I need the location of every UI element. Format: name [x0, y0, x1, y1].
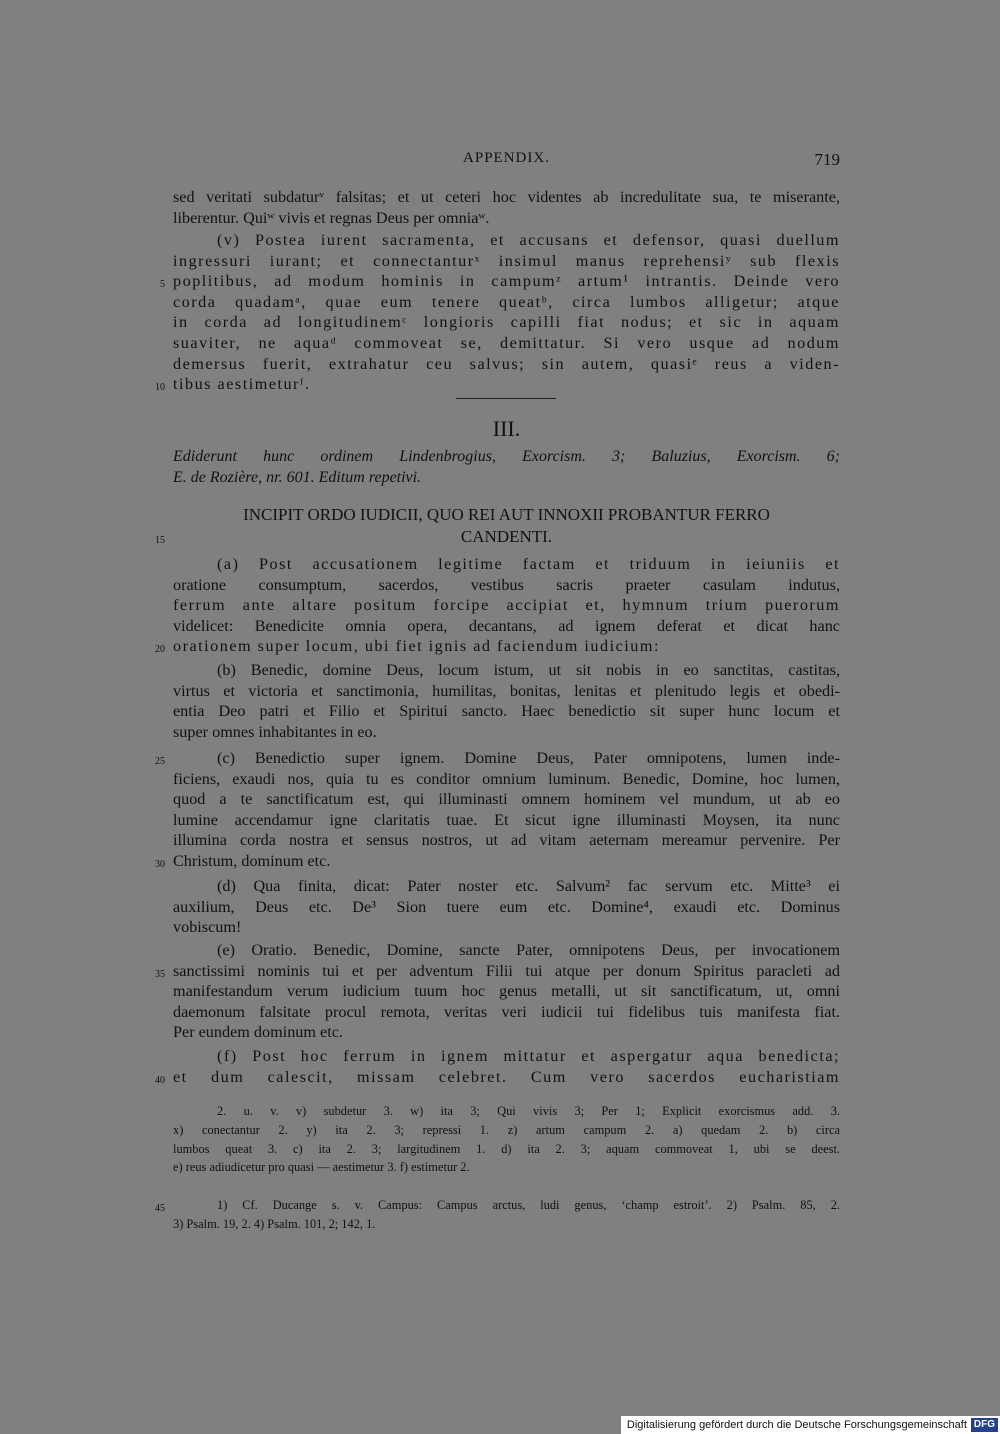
text-line: corda quadamᵃ, quae eum tenere queatᵇ, circa lumbos alligetur; atque — [173, 292, 840, 311]
line-number: 25 — [155, 756, 165, 767]
text-line: manifestandum verum iudicium tuum hoc genus metalli, ut sit sanctificatum, ut, omni — [173, 982, 840, 1001]
text-line: auxilium, Deus etc. De³ Sion tuere eum etc. Domine⁴, exaudi etc. Dominus — [173, 897, 840, 916]
line-number: 15 — [155, 535, 165, 546]
text-line: (e) Oratio. Benedic, Domine, sancte Pater, omnipotens Deus, per invocationem — [217, 941, 840, 959]
text-line: Ediderunt hunc ordinem Lindenbrogius, Exorcism. 3; Baluzius, Exorcism. 6; — [173, 448, 840, 465]
text-line: in corda ad longitudinemᶜ longioris capilli fiat nodus; et sic in aquam — [173, 313, 840, 332]
note-line: e) reus adiudicetur pro quasi — aestimetur 3. f) estimetur 2. — [173, 1160, 470, 1175]
line-number: 5 — [160, 279, 165, 291]
text-line: illumina corda nostra et sensus nostros, ut ad vitam aeternam mereamur pervenire. Per — [173, 831, 840, 850]
note-line: 1) Cf. Ducange s. v. Campus: Campus arctus, ludi genus, ‘champ estroit’. 2) Psalm. 85, 2. — [217, 1198, 840, 1212]
text-line: liberentur. Quiʷ vivis et regnas Deus per omniaʷ. — [173, 208, 490, 227]
line-number: 30 — [155, 858, 165, 870]
text-line: (f) Post hoc ferrum in ignem mittatur et aspergatur aqua benedicta; — [217, 1047, 840, 1065]
text-line: (v) Postea iurent sacramenta, et accusans et defensor, quasi duellum — [217, 231, 840, 249]
text-line: entia Deo patri et Filio et Spiritui sancto. Haec benedictio sit super hunc locum et — [173, 702, 840, 721]
text-line: (d) Qua finita, dicat: Pater noster etc. Salvum² fac servum etc. Mitte³ ei — [217, 877, 840, 895]
variant-notes — [173, 1102, 840, 1177]
text-line: super omnes inhabitantes in eo. — [173, 722, 377, 741]
citation-notes — [155, 1196, 840, 1234]
text-line: daemonum falsitate procul remota, veritas veri iudicii tui fidelibus tuis manifesta fiat. — [173, 1002, 840, 1021]
line-number: 45 — [155, 1203, 165, 1214]
text-block-4 — [173, 660, 840, 742]
line-number: 10 — [155, 382, 165, 394]
text-line: Per eundem dominum etc. — [173, 1023, 343, 1042]
edition-note — [173, 447, 840, 488]
text-line: demersus fuerit, extrahatur ceu salvus; sin autem, quasiᵉ reus a viden- — [173, 354, 840, 373]
note-line: x) conectantur 2. y) ita 2. 3; repressi 1. z) artum campum 2. a) quedam 2. b) circa — [173, 1122, 840, 1137]
line-number: 35 — [155, 968, 165, 980]
text-line: quod a te sanctificatum est, qui illuminasti omnem hominem vel mundum, ut ab eo — [173, 790, 840, 809]
text-line: lumine accendamur igne claritatis tuae. Et sicut igne illuminasti Moysen, ita nunc — [173, 810, 840, 829]
footer-text: Digitalisierung gefördert durch die Deutsche Forschungsgemeinschaft — [626, 1419, 967, 1431]
text-line: ficiens, exaudi nos, quia tu es conditor omnium luminum. Benedic, Domine, hoc lumen, — [173, 769, 840, 788]
text-line: virtus et victoria et sanctimonia, humilitas, bonitas, lenitas et plenitudo legis et obedi- — [173, 681, 840, 700]
heading-line: INCIPIT ORDO IUDICII, QUO REI AUT INNOXII PROBANTUR FERRO — [243, 505, 770, 524]
note-line: 2. u. v. v) subdetur 3. w) ita 3; Qui vivis 3; Per 1; Explicit exorcismus add. 3. — [217, 1104, 840, 1118]
text-line: videlicet: Benedicite omnia opera, decantans, ad ignem deferat et dicat hanc — [173, 616, 840, 635]
text-line: (b) Benedic, domine Deus, locum istum, ut sit nobis in eo sanctitas, castitas, — [217, 661, 840, 679]
section-number: III. — [492, 416, 521, 441]
text-line: tibus aestimeturᶠ. — [173, 375, 311, 394]
text-line: sed veritati subdaturᵛ falsitas; et ut ceteri hoc videntes ab incredulitate sua, te miserante, — [173, 188, 840, 206]
text-line: E. de Rozière, nr. 601. Editum repetivi. — [173, 468, 422, 486]
section-divider — [456, 398, 556, 399]
section-heading — [155, 504, 840, 548]
page-number: 719 — [814, 150, 840, 169]
text-block-3 — [155, 554, 840, 657]
funding-footer — [621, 1416, 1000, 1434]
page-header — [173, 150, 840, 172]
text-block-2 — [155, 230, 840, 395]
running-head: APPENDIX. — [463, 150, 550, 166]
text-line: suaviter, ne aquaᵈ commoveat se, demittatur. Si vero usque ad nodum — [173, 333, 840, 352]
dfg-logo: DFG — [971, 1418, 998, 1432]
text-line: oratione consumptum, sacerdos, vestibus sacris praeter casulam indutus, — [173, 575, 840, 594]
text-block-7 — [155, 940, 840, 1043]
heading-line: CANDENTI. — [460, 527, 553, 546]
note-line: 3) Psalm. 19, 2. 4) Psalm. 101, 2; 142, 1. — [173, 1216, 376, 1231]
text-line: (a) Post accusationem legitime factam et triduum in ieiuniis et — [217, 555, 840, 573]
text-line: Christum, dominum etc. — [173, 851, 331, 870]
text-line: poplitibus, ad modum hominis in campumᶻ artum¹ intrantis. Deinde vero — [173, 272, 840, 291]
text-line: sanctissimi nominis tui et per adventum Filii tui atque per donum Spiritus paracleti ad — [173, 961, 840, 980]
text-block-6 — [173, 876, 840, 938]
line-number: 40 — [155, 1074, 165, 1086]
note-line: lumbos queat 3. c) ita 2. 3; largitudinem 1. d) ita 2. 3; aquam commoveat 1, ubi se deest. — [173, 1141, 840, 1156]
text-line: ferrum ante altare positum forcipe accipiat et, hymnum trium puerorum — [173, 596, 840, 615]
text-block-8 — [155, 1046, 840, 1087]
text-line: orationem super locum, ubi fiet ignis ad faciendum iudicium: — [173, 637, 660, 656]
text-line: vobiscum! — [173, 918, 242, 937]
text-block-5 — [155, 748, 840, 872]
text-line: (c) Benedictio super ignem. Domine Deus, Pater omnipotens, lumen inde- — [217, 749, 840, 767]
line-number: 20 — [155, 644, 165, 656]
text-block-1 — [173, 187, 840, 228]
text-line: ingressuri iurant; et connectanturˣ insimul manus reprehensiʸ sub flexis — [173, 251, 840, 270]
text-line: et dum calescit, missam celebret. Cum vero sacerdos eucharistiam — [173, 1067, 840, 1086]
